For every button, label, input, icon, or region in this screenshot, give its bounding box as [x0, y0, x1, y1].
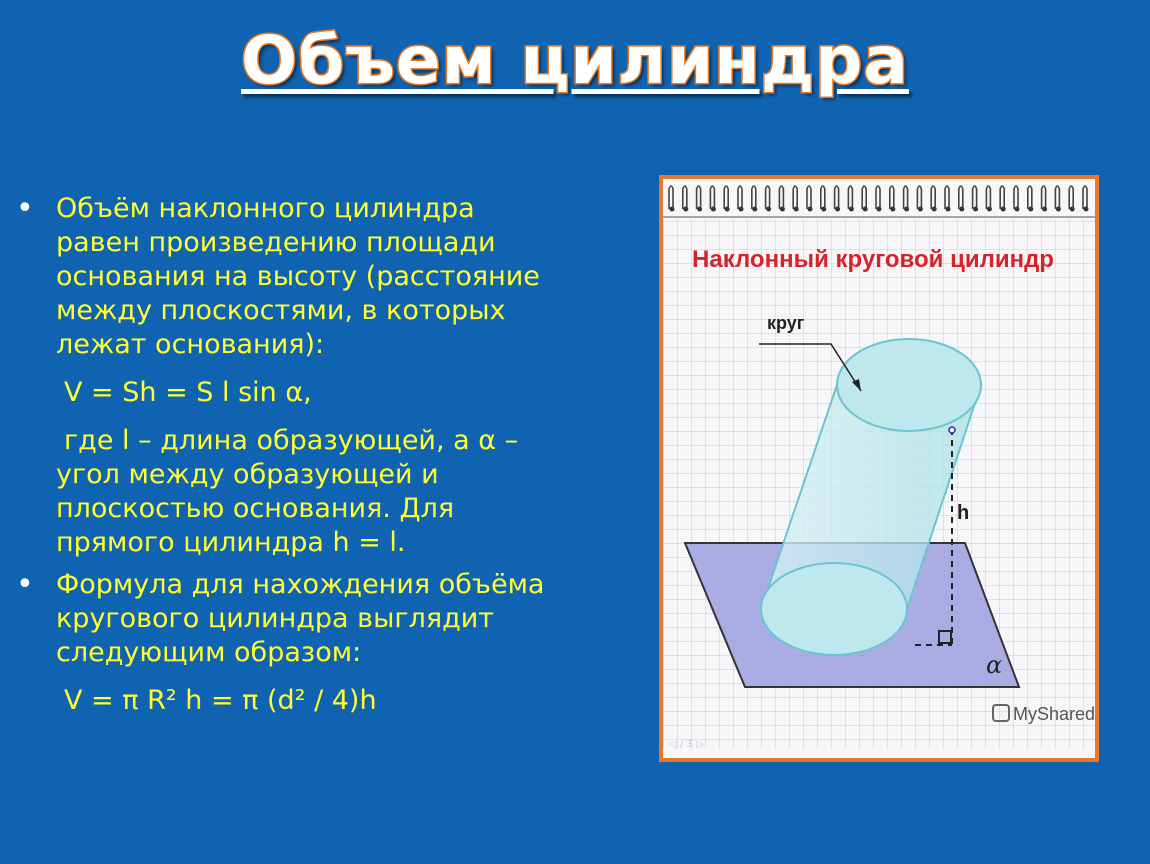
bullet-item-2 [14, 568, 624, 670]
explanation-line-4: прямого цилиндра h = l. [56, 527, 406, 558]
explanation-block [14, 424, 624, 560]
height-label: h [957, 502, 970, 524]
paragraph2-line-3: следующим образом: [56, 637, 362, 668]
paragraph1-line-3: основания на высоту (расстояние [56, 261, 540, 292]
slide-title: Объем цилиндра [241, 22, 909, 99]
watermark [993, 704, 1095, 724]
paragraph1-line-5: лежат основания): [56, 329, 325, 360]
figure-canvas [663, 179, 1095, 758]
explanation-line-1: где l – длина образующей, а α – [64, 425, 519, 456]
bullet-marker: • [16, 191, 34, 226]
cylinder-bottom-base [761, 563, 907, 655]
bullet-marker: • [16, 567, 34, 602]
paragraph1-line-2: равен произведению площади [56, 227, 496, 258]
paragraph2-line-2: кругового цилиндра выглядит [56, 603, 495, 634]
paragraph1-line-1: Объём наклонного цилиндра [56, 193, 475, 224]
inclined-cylinder-figure [663, 179, 1095, 758]
formula-circular-cylinder: V = π R² h = π (d² / 4)h [64, 685, 377, 716]
slide-text-body [14, 192, 624, 718]
figure-heading: Наклонный круговой цилиндр [692, 246, 1054, 273]
circle-label: круг [767, 313, 805, 333]
alpha-label: α [986, 651, 1003, 679]
height-top-point [949, 427, 955, 433]
figure-footer-marks: ◁ / 3 ▷ [669, 739, 704, 750]
figure-frame [659, 175, 1099, 762]
paragraph2-line-1: Формула для нахождения объёма [56, 569, 545, 600]
explanation-line-2: угол между образующей и [56, 459, 439, 490]
bullet-item-1 [14, 192, 624, 362]
watermark-text: MyShared [1013, 704, 1095, 724]
paragraph1-line-4: между плоскостями, в которых [56, 295, 506, 326]
explanation-line-3: плоскостью основания. Для [56, 493, 455, 524]
formula-inclined-cylinder: V = Sh = S l sin α, [64, 377, 312, 408]
